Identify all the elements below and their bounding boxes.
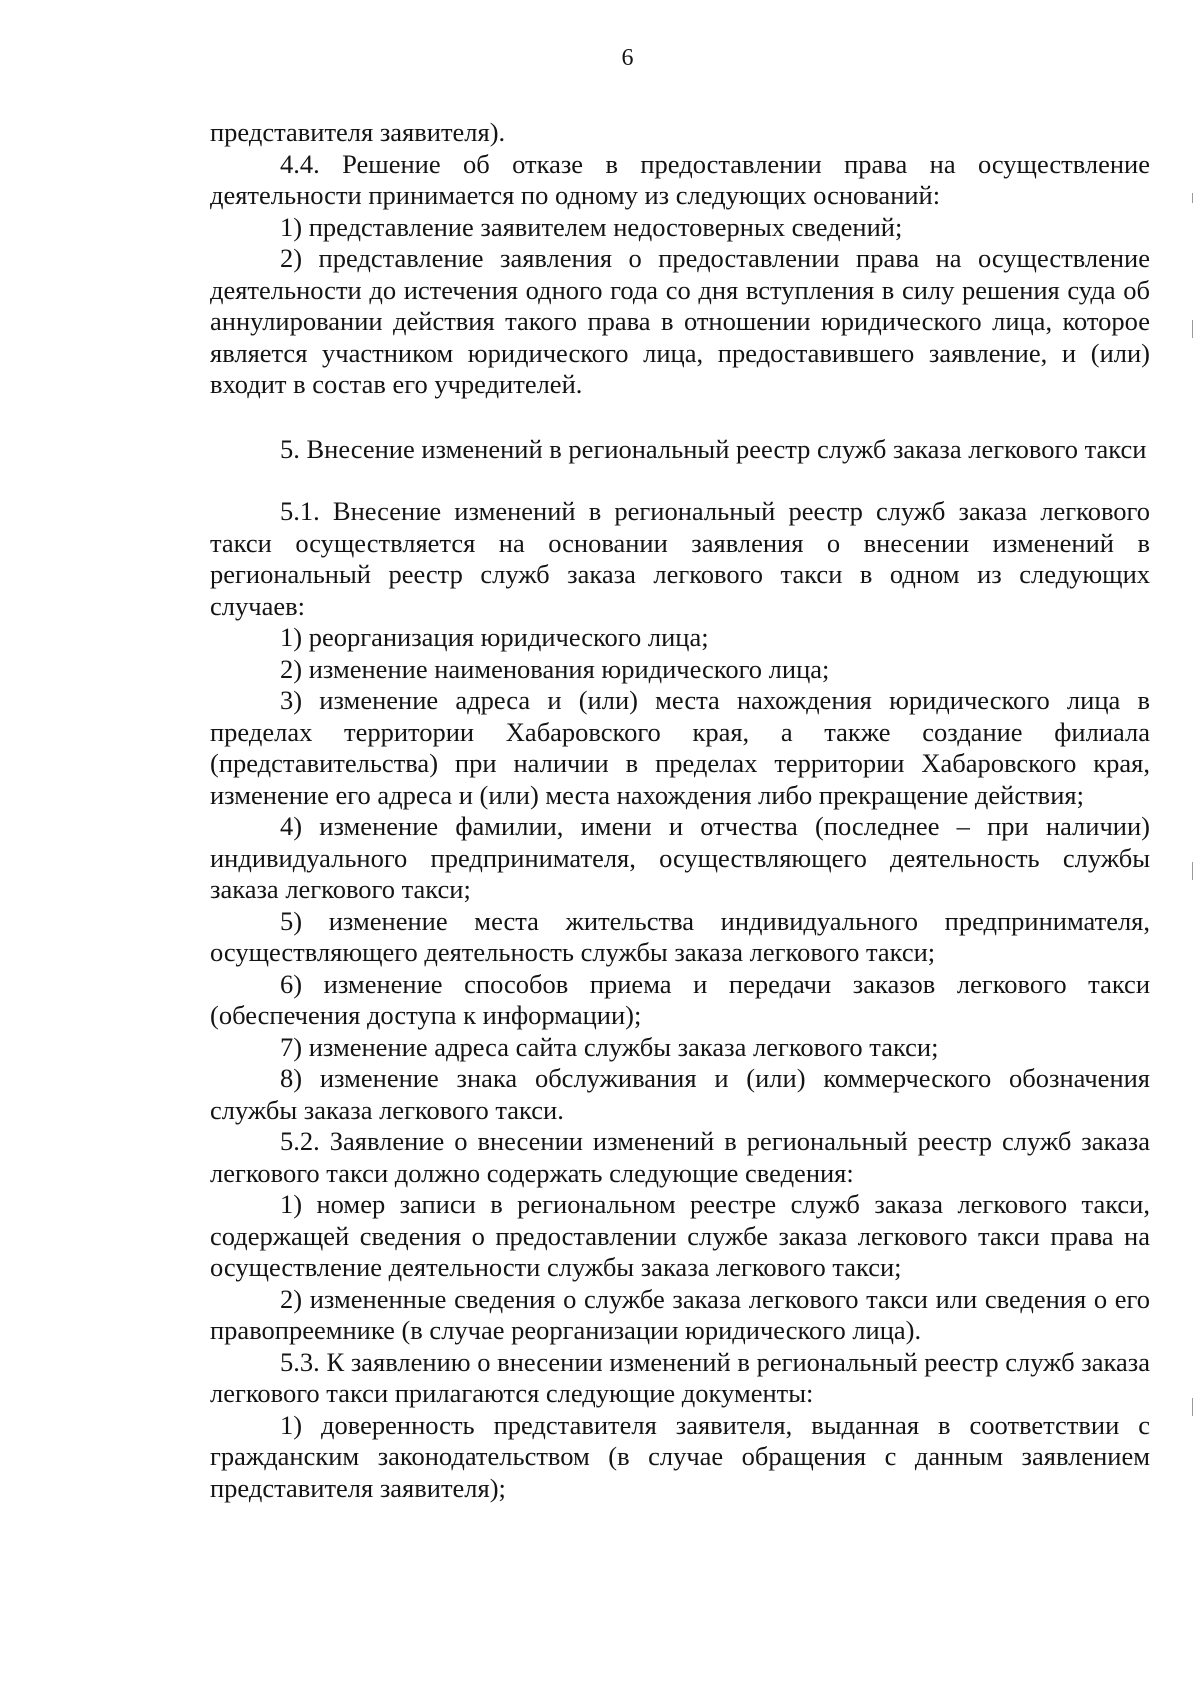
scan-margin-mark [1192, 320, 1193, 338]
clause-5-1-item-4: 4) изменение фамилии, имени и отчества (последнее – при наличии) индивидуального предпринимателя, осуществляющего деятельность службы заказа легкового такси; [210, 811, 1150, 904]
clause-5-2: 5.2. Заявление о внесении изменений в региональный реестр служб заказа легкового такси должно содержать следующие сведения: [210, 1126, 1150, 1188]
clause-5-1-item-6: 6) изменение способов приема и передачи заказов легкового такси (обеспечения доступа к информации); [210, 968, 1150, 1030]
clause-5-1-item-3: 3) изменение адреса и (или) места нахождения юридического лица в пределах территории Хабаровского края, а также создание филиала (представительства) при наличии в пределах территории Хабаровского края, изменение его адреса и (или) места нахождения либо прекращение действия; [210, 685, 1150, 810]
clause-5-1-item-8: 8) изменение знака обслуживания и (или) коммерческого обозначения службы заказа легкового такси. [210, 1063, 1150, 1125]
clause-5-3: 5.3. К заявлению о внесении изменений в региональный реестр служб заказа легкового такси прилагаются следующие документы: [210, 1346, 1150, 1408]
clause-5-2-item-1: 1) номер записи в региональном реестре служб заказа легкового такси, содержащей сведения о предоставлении службе заказа легкового такси права на осуществление деятельности службы заказа легкового такси; [210, 1189, 1150, 1282]
scan-margin-mark [1192, 862, 1193, 880]
clause-4-4-item-1: 1) представление заявителем недостоверных сведений; [280, 211, 903, 242]
clause-5-1: 5.1. Внесение изменений в региональный реестр служб заказа легкового такси осуществляется на основании заявления о внесении изменений в региональный реестр служб заказа легкового такси в одном из следующих случаев: [210, 496, 1150, 621]
clause-5-2-item-2: 2) измененные сведения о службе заказа легкового такси или сведения о его правопреемнике (в случае реорганизации юридического лица). [210, 1283, 1150, 1345]
scan-margin-mark [1192, 193, 1193, 203]
document-body [210, 117, 1150, 1504]
clause-4-4-item-2: 2) представление заявления о предоставлении права на осуществление деятельности до истечения одного года со дня вступления в силу решения суда об аннулировании действия такого права в отношении юридического лица, которое является участником юридического лица, предоставившего заявление, и (или) входит в состав его учредителей. [210, 243, 1150, 399]
clause-4-4: 4.4. Решение об отказе в предоставлении права на осуществление деятельности принимается по одному из следующих оснований: [210, 148, 1150, 210]
clause-5-1-item-7: 7) изменение адреса сайта службы заказа легкового такси; [280, 1031, 939, 1062]
paragraph-continuation: представителя заявителя). [210, 117, 506, 147]
clause-5-1-item-1: 1) реорганизация юридического лица; [280, 622, 709, 652]
clause-5-1-item-5: 5) изменение места жительства индивидуального предпринимателя, осуществляющего деятельность службы заказа легкового такси; [210, 905, 1150, 967]
clause-5-3-item-1: 1) доверенность представителя заявителя, выданная в соответствии с гражданским законодательством (в случае обращения с данным заявлением представителя заявителя); [210, 1409, 1150, 1503]
clause-5-1-item-2: 2) изменение наименования юридического лица; [280, 653, 830, 684]
page-number: 6 [621, 45, 634, 71]
section-5-heading: 5. Внесение изменений в региональный реестр служб заказа легкового такси [280, 433, 1147, 464]
scan-margin-mark [1192, 1398, 1193, 1416]
